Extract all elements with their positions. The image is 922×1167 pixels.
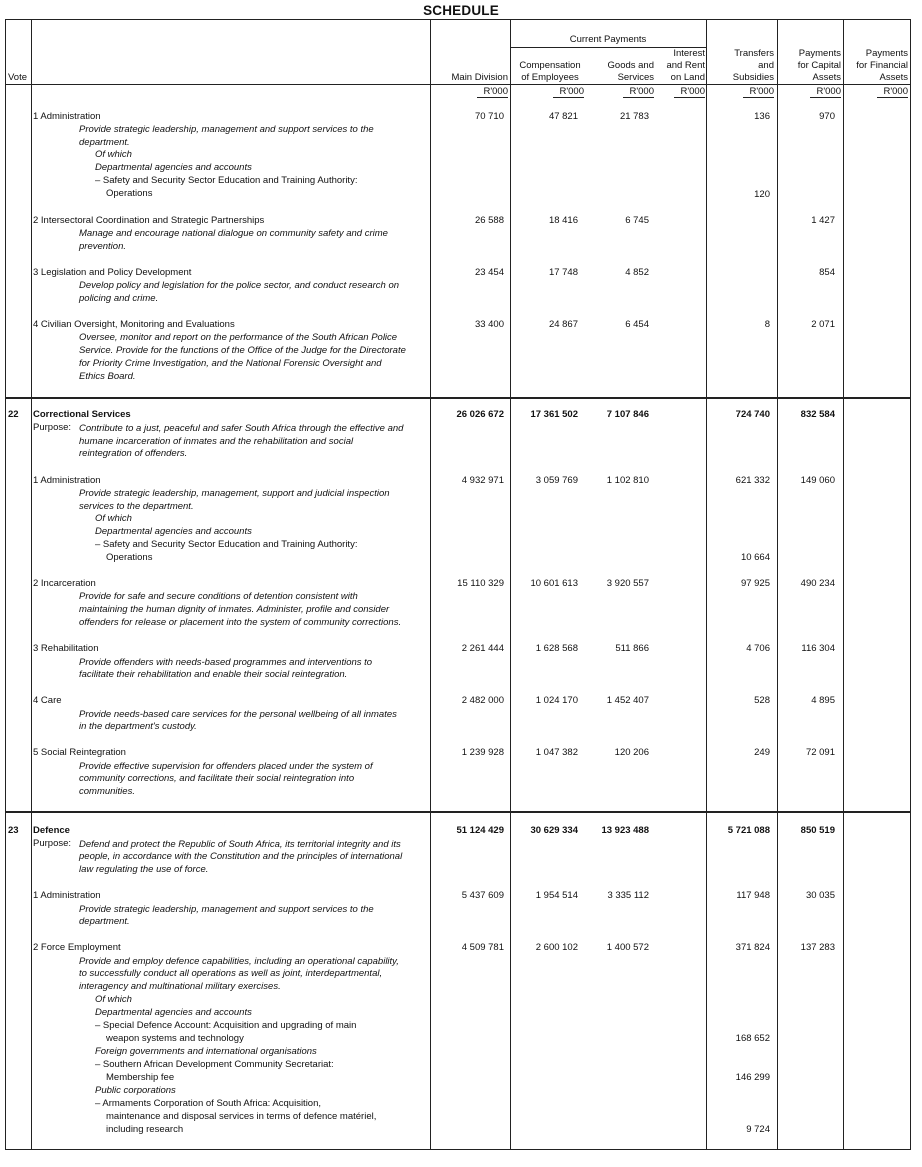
purpose-text: law regulating the use of force. [79, 864, 209, 875]
column-divider [510, 19, 511, 1150]
programme-name: 3 Rehabilitation [33, 643, 99, 654]
main-division-value: 70 710 [474, 111, 504, 122]
programme-description: community corrections, and facilitate their social reintegration into [79, 773, 355, 784]
programme-description: Oversee, monitor and report on the performance of the South African Police [79, 332, 398, 343]
column-divider [843, 19, 844, 1150]
unit-underline [477, 97, 508, 98]
compensation-value: 17 748 [548, 267, 578, 278]
header-main-division: Main Division [451, 72, 508, 83]
compensation-value: 18 416 [548, 215, 578, 226]
transfers-value: 10 664 [740, 552, 770, 563]
purpose-text: Defend and protect the Republic of South Africa, its territorial integrity and its [79, 839, 401, 850]
capital-value: 116 304 [801, 643, 835, 654]
capital-value: 4 895 [811, 695, 835, 706]
transfers-total: 724 740 [735, 409, 770, 420]
unit-underline [743, 97, 774, 98]
goods-value: 120 206 [614, 747, 649, 758]
unit-label: R'000 [559, 86, 584, 97]
programme-description: maintaining the human dignity of inmates. Administer, profile and consider [79, 604, 390, 615]
capital-value: 72 091 [805, 747, 835, 758]
capital-value: 854 [819, 267, 835, 278]
transfers-value: 146 299 [735, 1072, 770, 1083]
unit-underline [674, 97, 705, 98]
capital-value: 1 427 [811, 215, 835, 226]
programme-description: department. [79, 916, 130, 927]
unit-label: R'000 [749, 86, 774, 97]
goods-total: 13 923 488 [601, 825, 649, 836]
programme-description: Provide and employ defence capabilities, including an operational capability, [79, 956, 399, 967]
programme-description: Provide strategic leadership, management, support and judicial inspection [79, 488, 390, 499]
sub-item: weapon systems and technology [106, 1033, 244, 1044]
purpose-label: Purpose: [33, 422, 72, 433]
transfers-value: 117 948 [736, 890, 770, 901]
capital-value: 2 071 [811, 319, 835, 330]
column-divider [31, 19, 32, 1150]
compensation-value: 1 954 514 [535, 890, 578, 901]
purpose-text: Contribute to a just, peaceful and safer South Africa through the effective and [79, 423, 404, 434]
programme-description: offenders for release or placement into the system of community corrections. [79, 617, 402, 628]
vote-name: Correctional Services [33, 409, 131, 420]
purpose-text: people, in accordance with the Constitution and the principles of international [79, 851, 403, 862]
header-capital-3: Assets [812, 72, 841, 83]
programme-description: facilitate their rehabilitation and enable their social reintegration. [79, 669, 348, 680]
goods-total: 7 107 846 [606, 409, 649, 420]
sub-item: – Armaments Corporation of South Africa: Acquisition, [95, 1098, 322, 1109]
programme-description: Manage and encourage national dialogue on community safety and crime [79, 228, 388, 239]
sub-heading: Public corporations [95, 1085, 176, 1096]
compensation-value: 1 024 170 [535, 695, 578, 706]
vote-divider [5, 811, 911, 813]
vote-number: 23 [8, 825, 19, 836]
sub-heading: Departmental agencies and accounts [95, 526, 252, 537]
transfers-value: 9 724 [746, 1124, 770, 1135]
transfers-value: 371 824 [735, 942, 770, 953]
main-division-value: 2 482 000 [461, 695, 504, 706]
main-division-value: 4 932 971 [461, 475, 504, 486]
compensation-value: 24 867 [548, 319, 578, 330]
compensation-value: 1 047 382 [535, 747, 578, 758]
column-divider [777, 19, 778, 1150]
header-compensation-1: Compensation [519, 60, 581, 71]
programme-description: prevention. [79, 241, 127, 252]
programme-name: 2 Incarceration [33, 578, 96, 589]
main-division-value: 26 588 [474, 215, 504, 226]
main-division-value: 33 400 [474, 319, 504, 330]
header-transfers-3: Subsidies [732, 72, 774, 83]
programme-description: to successfully conduct all operations as well as joint, interdepartmental, [79, 968, 383, 979]
compensation-total: 17 361 502 [530, 409, 578, 420]
programme-name: 3 Legislation and Policy Development [33, 267, 192, 278]
compensation-value: 47 821 [548, 111, 578, 122]
programme-name: 4 Civilian Oversight, Monitoring and Evaluations [33, 319, 235, 330]
unit-label: R'000 [680, 86, 705, 97]
sub-item: maintenance and disposal services in terms of defence matériel, [106, 1111, 377, 1122]
main-division-total: 26 026 672 [456, 409, 504, 420]
transfers-value: 168 652 [735, 1033, 770, 1044]
header-financial-2: for Financial [856, 60, 908, 71]
programme-description: department. [79, 137, 130, 148]
header-interest-3: on Land [670, 72, 705, 83]
sub-item: – Special Defence Account: Acquisition and upgrading of main [95, 1020, 357, 1031]
sub-item: – Safety and Security Sector Education and Training Authority: [95, 539, 358, 550]
programme-name: 4 Care [33, 695, 62, 706]
header-transfers-2: and [758, 60, 774, 71]
sub-heading: Departmental agencies and accounts [95, 162, 252, 173]
capital-value: 137 283 [800, 942, 835, 953]
transfers-total: 5 721 088 [727, 825, 770, 836]
main-division-value: 15 110 329 [457, 578, 504, 589]
programme-name: 5 Social Reintegration [33, 747, 126, 758]
programme-description: Provide effective supervision for offenders placed under the system of [79, 761, 373, 772]
header-current-payments: Current Payments [569, 34, 647, 45]
programme-description: Provide for safe and secure conditions of detention consistent with [79, 591, 358, 602]
goods-value: 1 400 572 [606, 942, 649, 953]
header-divider [5, 84, 911, 85]
header-goods-2: Services [617, 72, 654, 83]
capital-total: 850 519 [800, 825, 835, 836]
compensation-value: 3 059 769 [535, 475, 578, 486]
capital-value: 149 060 [800, 475, 835, 486]
programme-description: services to the department. [79, 501, 194, 512]
goods-value: 6 454 [625, 319, 649, 330]
header-transfers-1: Transfers [734, 48, 774, 59]
programme-description: Provide strategic leadership, management and support services to the [79, 124, 374, 135]
transfers-value: 528 [754, 695, 770, 706]
compensation-value: 2 600 102 [535, 942, 578, 953]
compensation-total: 30 629 334 [530, 825, 578, 836]
programme-description: Provide needs-based care services for the personal wellbeing of all inmates [79, 709, 397, 720]
page-title: SCHEDULE [423, 3, 499, 18]
header-financial-3: Assets [879, 72, 908, 83]
goods-value: 1 102 810 [606, 475, 649, 486]
sub-item: including research [106, 1124, 184, 1135]
programme-name: 1 Administration [33, 475, 101, 486]
of-which-label: Of which [95, 513, 132, 524]
header-interest-2: and Rent [666, 60, 705, 71]
purpose-text: humane incarceration of inmates and the rehabilitation and social [79, 436, 354, 447]
transfers-value: 136 [754, 111, 770, 122]
goods-value: 21 783 [619, 111, 649, 122]
unit-underline [553, 97, 584, 98]
programme-description: Service. Provide for the functions of the Office of the Judge for the Directorate [79, 345, 406, 356]
vote-number: 22 [8, 409, 19, 420]
vote-name: Defence [33, 825, 70, 836]
goods-value: 3 335 112 [607, 890, 649, 901]
header-vote: Vote [8, 72, 28, 83]
sub-heading: Departmental agencies and accounts [95, 1007, 252, 1018]
compensation-value: 10 601 613 [530, 578, 578, 589]
column-divider [706, 19, 707, 1150]
unit-label: R'000 [883, 86, 908, 97]
capital-value: 970 [819, 111, 835, 122]
transfers-value: 8 [764, 319, 770, 330]
sub-item: Operations [106, 552, 153, 563]
programme-name: 2 Force Employment [33, 942, 121, 953]
programme-description: for Priority Crime Investigation, and the National Forensic Oversight and [79, 358, 382, 369]
capital-value: 490 234 [800, 578, 835, 589]
vote-divider [5, 397, 911, 399]
goods-value: 1 452 407 [606, 695, 649, 706]
purpose-text: reintegration of offenders. [79, 448, 188, 459]
goods-value: 6 745 [625, 215, 649, 226]
goods-value: 511 866 [615, 643, 649, 654]
programme-description: Provide offenders with needs-based programmes and interventions to [79, 657, 373, 668]
column-divider [430, 19, 431, 1150]
unit-label: R'000 [629, 86, 654, 97]
main-division-value: 1 239 928 [461, 747, 504, 758]
programme-description: Ethics Board. [79, 371, 136, 382]
of-which-label: Of which [95, 994, 132, 1005]
capital-value: 30 035 [805, 890, 835, 901]
transfers-value: 621 332 [735, 475, 770, 486]
programme-description: Develop policy and legislation for the police sector, and conduct research on [79, 280, 400, 291]
main-division-value: 4 509 781 [461, 942, 504, 953]
header-interest-1: Interest [673, 48, 705, 59]
header-financial-1: Payments [865, 48, 908, 59]
sub-item: – Southern African Development Community Secretariat: [95, 1059, 334, 1070]
programme-description: interagency and multinational military exercises. [79, 981, 281, 992]
programme-name: 1 Administration [33, 111, 101, 122]
sub-item: – Safety and Security Sector Education and Training Authority: [95, 175, 358, 186]
unit-underline [877, 97, 908, 98]
transfers-value: 120 [754, 189, 770, 200]
compensation-value: 1 628 568 [535, 643, 578, 654]
main-division-value: 23 454 [474, 267, 504, 278]
sub-item: Operations [106, 188, 153, 199]
main-division-value: 5 437 609 [461, 890, 504, 901]
unit-label: R'000 [816, 86, 841, 97]
main-division-value: 2 261 444 [461, 643, 504, 654]
of-which-label: Of which [95, 149, 132, 160]
transfers-value: 4 706 [746, 643, 770, 654]
unit-underline [810, 97, 841, 98]
main-division-total: 51 124 429 [456, 825, 504, 836]
transfers-value: 97 925 [740, 578, 770, 589]
programme-description: communities. [79, 786, 135, 797]
programme-description: Provide strategic leadership, management and support services to the [79, 904, 374, 915]
sub-heading: Foreign governments and international organisations [95, 1046, 317, 1057]
transfers-value: 249 [754, 747, 770, 758]
programme-description: in the department's custody. [79, 721, 197, 732]
unit-underline [623, 97, 654, 98]
header-goods-1: Goods and [607, 60, 654, 71]
purpose-label: Purpose: [33, 838, 72, 849]
header-capital-2: for Capital [797, 60, 841, 71]
programme-name: 1 Administration [33, 890, 101, 901]
goods-value: 3 920 557 [606, 578, 649, 589]
header-capital-1: Payments [798, 48, 841, 59]
goods-value: 4 852 [625, 267, 649, 278]
sub-item: Membership fee [106, 1072, 175, 1083]
header-compensation-2: of Employees [521, 72, 579, 83]
programme-name: 2 Intersectoral Coordination and Strategic Partnerships [33, 215, 265, 226]
capital-total: 832 584 [800, 409, 835, 420]
programme-description: policing and crime. [79, 293, 159, 304]
unit-label: R'000 [483, 86, 508, 97]
